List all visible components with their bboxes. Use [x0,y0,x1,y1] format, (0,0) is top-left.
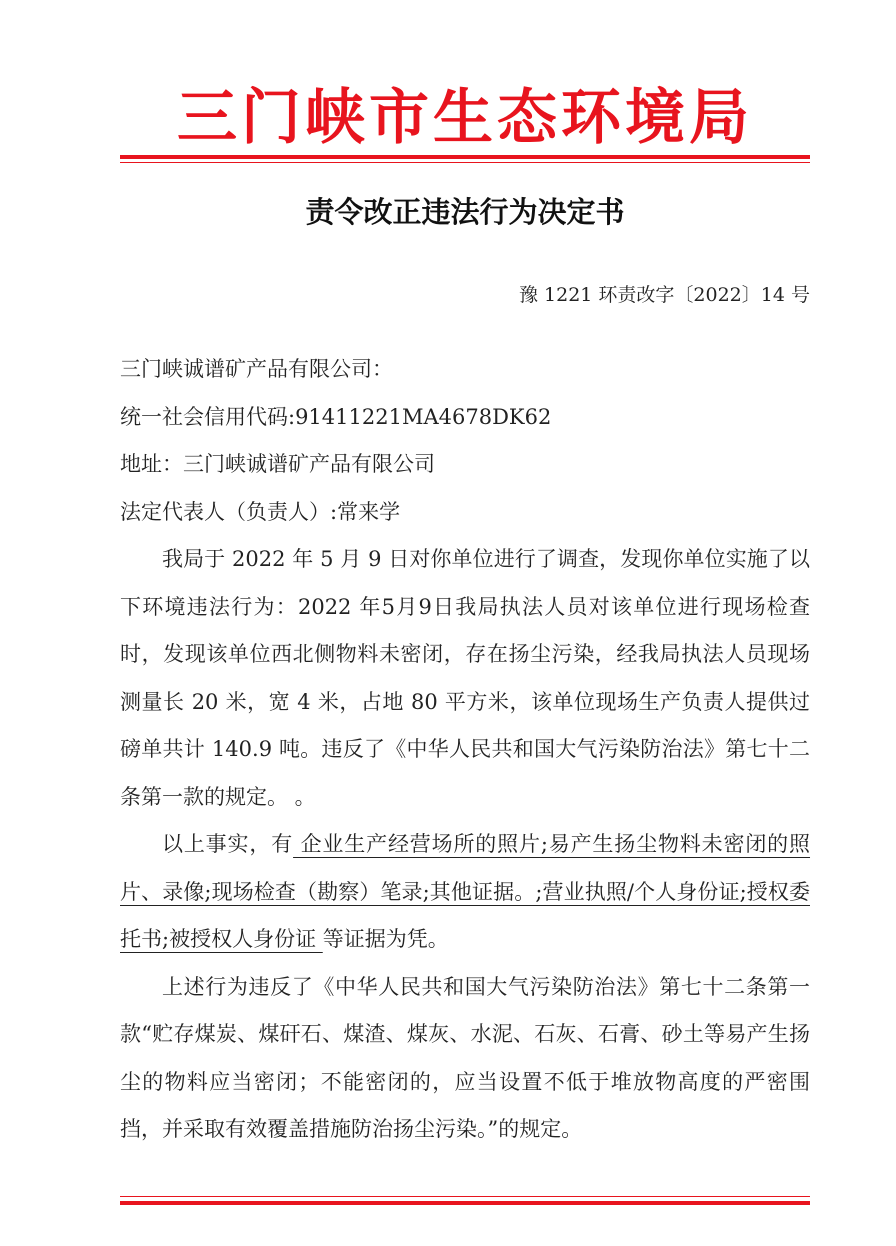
party-credit-code: 统一社会信用代码:91411221MA4678DK62 [120,404,552,429]
header-red-rule-thin [120,162,810,163]
evidence-prefix: 以上事实，有 [162,832,294,856]
document-title: 责令改正违法行为决定书 [305,195,625,229]
party-address: 地址：三门峡诚谱矿产品有限公司 [120,452,435,476]
footer-red-rule-thin [120,1196,810,1197]
party-name: 三门峡诚谱矿产品有限公司： [120,357,393,381]
party-representative: 法定代表人（负责人）:常来学 [120,499,401,524]
agency-header-title: 三门峡市生态环境局 [177,83,753,153]
evidence-paragraph [120,821,810,964]
document-body [120,346,810,1154]
footer-red-rule-thick [120,1201,810,1205]
evidence-items: 企业生产经营场所的照片;易产生扬尘物料未密闭的照片、录像;现场检查（勘察）笔录;其他证据。;营业执照/个人身份证;授权委托书;被授权人身份证 [120,832,811,951]
evidence-suffix: 等证据为凭。 [322,927,449,951]
document-number: 豫 1221 环责改字〔2022〕14 号 [518,284,810,306]
violation-paragraph: 上述行为违反了《中华人民共和国大气污染防治法》第七十二条第一款“贮存煤炭、煤矸石、煤渣、煤灰、水泥、石灰、石膏、砂土等易产生扬尘的物料应当密闭；不能密闭的，应当设置不低于堆放物高度的严密围挡，并采取有效覆盖措施防治扬尘污染。”的规定。 [120,974,810,1141]
header-red-rule-thick [120,155,810,159]
findings-paragraph: 我局于 2022 年 5 月 9 日对你单位进行了调查，发现你单位实施了以下环境违法行为：2022 年5月9日我局执法人员对该单位进行现场检查时，发现该单位西北侧物料未密闭，存在扬尘污染，经我局执法人员现场测量长 20 米，宽 4 米，占地 80 平方米，该单位现场生产负责人提供过磅单共计 140.9 吨。违反了《中华人民共和国大气污染防治法》第七十二条第一款的规定。 。 [120,547,810,809]
